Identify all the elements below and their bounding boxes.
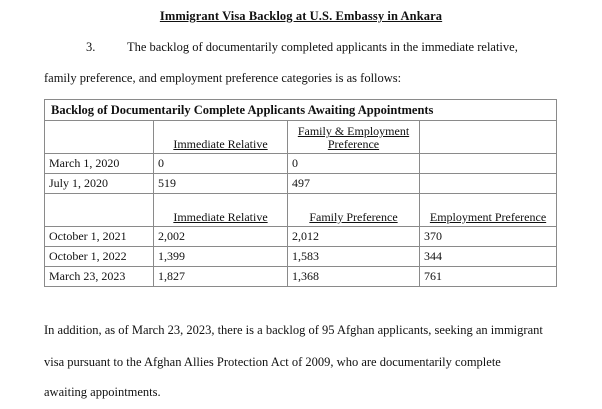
table-cell-date: March 23, 2023 xyxy=(45,267,154,287)
table-cell: 1,399 xyxy=(154,247,288,267)
table-header-immediate-relative: Immediate Relative xyxy=(154,194,288,227)
table-header-immediate-relative: Immediate Relative xyxy=(154,121,288,154)
table-row xyxy=(45,174,557,194)
table-header-employment-preference: Employment Preference xyxy=(420,194,557,227)
table-header-cell xyxy=(45,194,154,227)
table-cell: 2,012 xyxy=(288,227,420,247)
table-header-family-preference: Family Preference xyxy=(288,194,420,227)
table-row xyxy=(45,227,557,247)
table-cell-date: July 1, 2020 xyxy=(45,174,154,194)
table-header-cell xyxy=(420,121,557,154)
table-cell: 0 xyxy=(288,154,420,174)
table-cell-date: October 1, 2021 xyxy=(45,227,154,247)
paragraph-number: 3. xyxy=(86,40,96,54)
table-cell xyxy=(420,154,557,174)
table-row xyxy=(45,267,557,287)
table-header-cell xyxy=(45,121,154,154)
table-cell: 1,583 xyxy=(288,247,420,267)
table-cell: 1,368 xyxy=(288,267,420,287)
table-cell-date: March 1, 2020 xyxy=(45,154,154,174)
document-title: Immigrant Visa Backlog at U.S. Embassy in Ankara xyxy=(159,9,443,23)
paragraph-line-1: The backlog of documentarily completed applicants in the immediate relative, xyxy=(127,40,518,54)
table-cell: 519 xyxy=(154,174,288,194)
closing-line-2: visa pursuant to the Afghan Allies Protection Act of 2009, who are documentarily complete xyxy=(44,355,501,369)
table-row xyxy=(45,247,557,267)
table-cell: 344 xyxy=(420,247,557,267)
table-cell: 497 xyxy=(288,174,420,194)
table-cell: 1,827 xyxy=(154,267,288,287)
paragraph-line-2: family preference, and employment preference categories is as follows: xyxy=(44,71,402,85)
table-cell: 0 xyxy=(154,154,288,174)
table-row xyxy=(45,154,557,174)
table-header-family-employment-preference: Family & Employment Preference xyxy=(288,121,420,154)
table-cell-date: October 1, 2022 xyxy=(45,247,154,267)
table-cell: 761 xyxy=(420,267,557,287)
table-cell: 2,002 xyxy=(154,227,288,247)
closing-line-1: In addition, as of March 23, 2023, there is a backlog of 95 Afghan applicants, seeking an immigrant xyxy=(44,323,543,337)
closing-line-3: awaiting appointments. xyxy=(44,385,161,399)
table-cell xyxy=(420,174,557,194)
table-cell: 370 xyxy=(420,227,557,247)
table-caption: Backlog of Documentarily Complete Applicants Awaiting Appointments xyxy=(45,100,557,121)
backlog-table xyxy=(44,99,557,287)
